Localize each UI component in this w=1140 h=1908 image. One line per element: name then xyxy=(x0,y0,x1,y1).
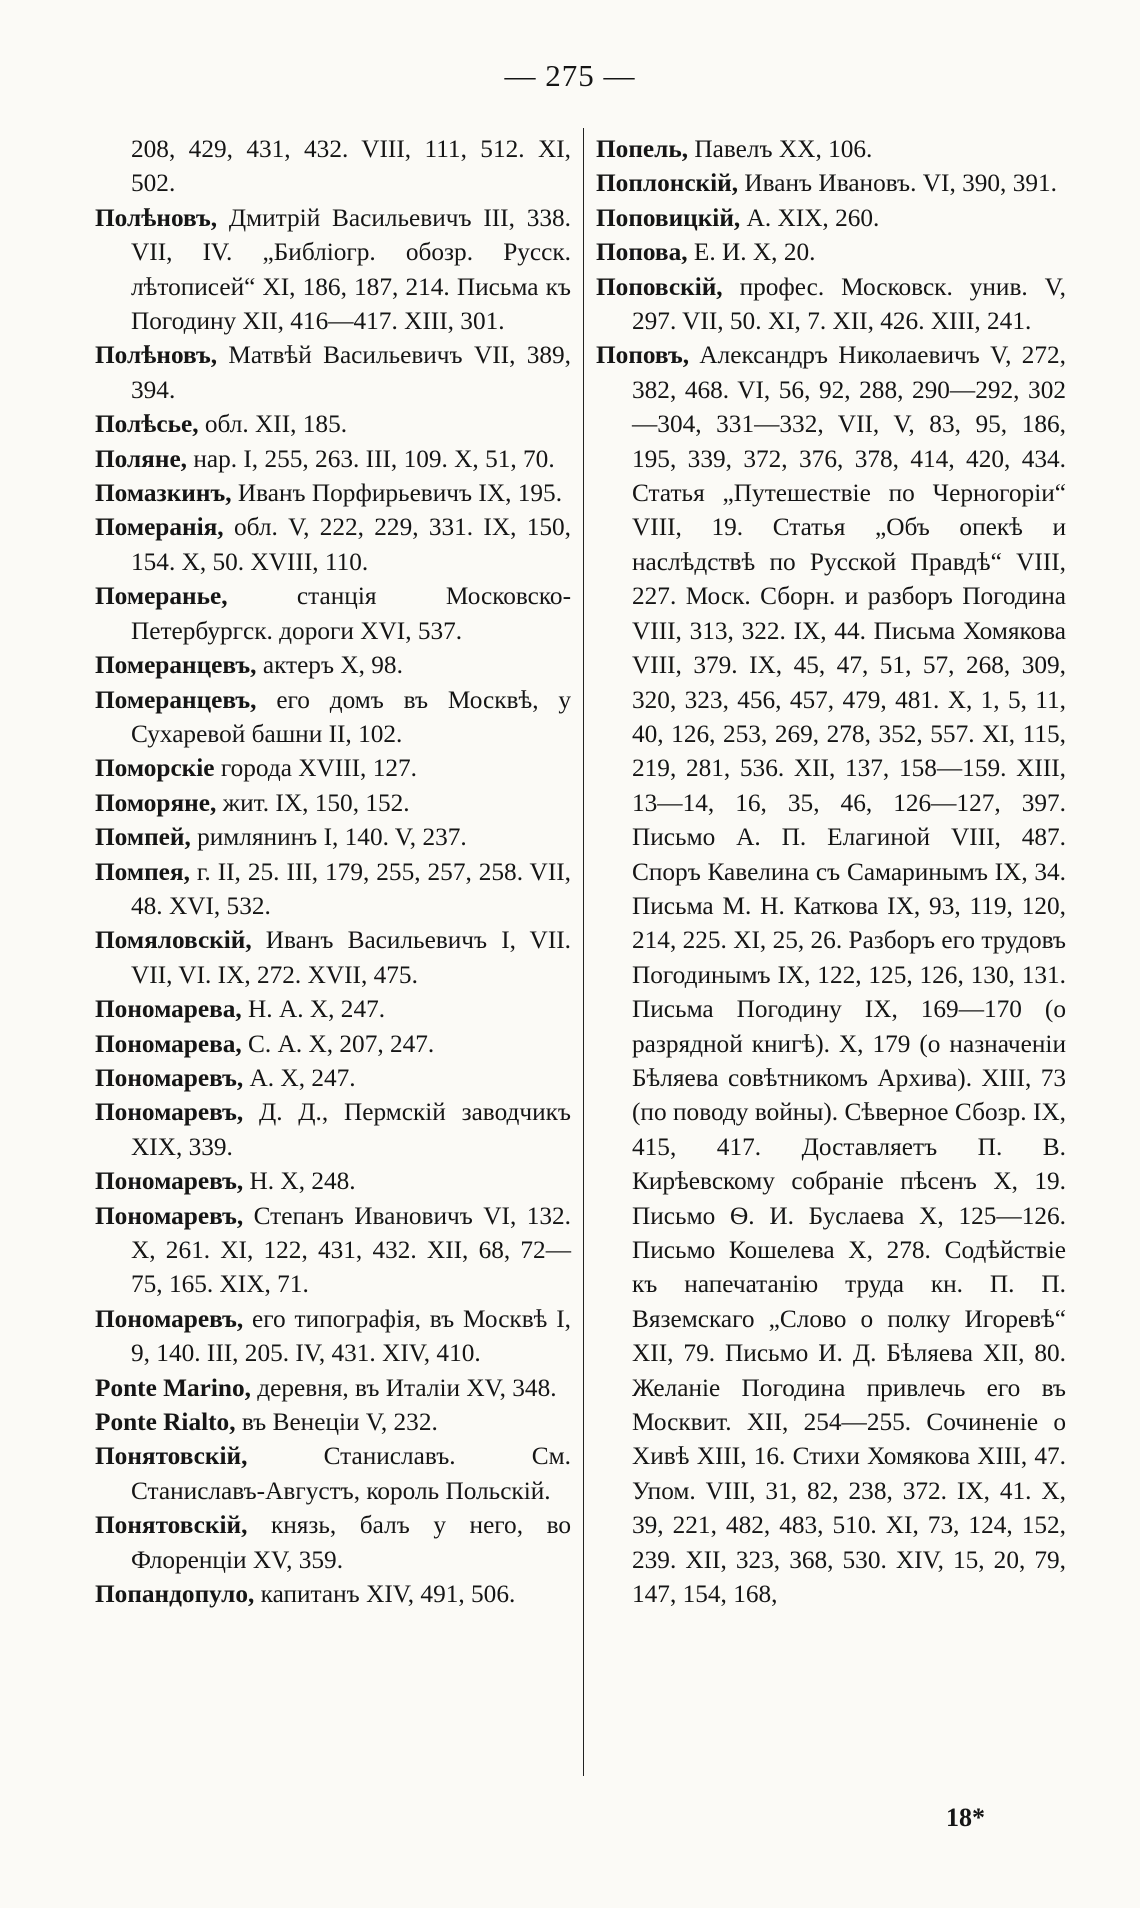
entry-heading: Поморяне, xyxy=(95,788,217,817)
index-entry xyxy=(95,648,571,682)
index-entry xyxy=(95,820,571,854)
index-entry xyxy=(95,1027,571,1061)
entry-references: Матвѣй Васильевичъ VII, 389, 394. xyxy=(131,341,571,404)
left-column xyxy=(95,132,571,1792)
index-entry xyxy=(95,751,571,785)
entry-references: города XVIII, 127. xyxy=(214,754,417,783)
entry-heading: Пономаревъ, xyxy=(95,1063,244,1092)
right-column xyxy=(596,132,1066,1792)
entry-heading: Померанье, xyxy=(95,582,228,611)
entry-references: его домъ въ Москвѣ, у Сухаревой башни II, 102. xyxy=(131,685,571,748)
entry-heading: Померанцевъ, xyxy=(95,651,257,680)
index-entry xyxy=(596,166,1066,200)
index-entry xyxy=(95,1577,571,1611)
index-entry xyxy=(596,201,1066,235)
index-entry xyxy=(95,1508,571,1577)
entry-references: Станиславъ. См. Станиславъ-Августъ, король Польскій. xyxy=(131,1442,571,1505)
entry-references: капитанъ XIV, 491, 506. xyxy=(254,1580,516,1609)
entry-references: Н. X, 248. xyxy=(243,1167,356,1196)
entry-references: Е. И. X, 20. xyxy=(687,238,816,267)
entry-references: г. II, 25. III, 179, 255, 257, 258. VII, 48. XVI, 532. xyxy=(131,857,571,920)
index-entry xyxy=(95,1061,571,1095)
index-entry xyxy=(95,407,571,441)
index-entry xyxy=(95,786,571,820)
entry-heading: Пономарева, xyxy=(95,995,242,1024)
index-entry xyxy=(95,510,571,579)
entry-heading: Пономаревъ, xyxy=(95,1098,244,1127)
entry-references: жит. IX, 150, 152. xyxy=(216,788,410,817)
entry-references: Александръ Николаевичъ V, 272, 382, 468. VI, 56, 92, 288, 290—292, 302—304, 331—332, VII, V, 83, 95, 186, 195, 339, 372, 376, 378, 414, 420, 434. Статья „Путешествіе по Черногоріи“ VIII, 19. Статья „Объ опекѣ и наслѣдствѣ по Русской Правдѣ“ VIII, 227. Моск. Сборн. и разборъ Погодина VIII, 313, 322. IX, 44. Письма Хомякова VIII, 379. IX, 45, 47, 51, 57, 268, 309, 320, 323, 456, 457, 479, 481. X, 1, 5, 11, 40, 126, 253, 269, 278, 352, 557. XI, 115, 219, 281, 536. XII, 137, 158—159. XIII, 13—14, 16, 35, 46, 126—127, 397. Письмо А. П. Елагиной VIII, 487. Споръ Кавелина съ Самаринымъ IX, 34. Письма М. Н. Каткова IX, 93, 119, 120, 214, 225. XI, 25, 26. Разборъ его трудовъ Погодинымъ IX, 122, 125, 126, 130, 131. Письма Погодину IX, 169—170 (о разрядной книгѣ). X, 179 (о назначеніи Бѣляева совѣтникомъ Архива). XIII, 73 (по поводу войны). Сѣверное Сбозр. IX, 415, 417. Доставляетъ П. В. Кирѣевскому собраніе пѣсенъ X, 19. Письмо Ѳ. И. Буслаева X, 125—126. Письмо Кошелева X, 278. Содѣйствіе къ напечатанію труда кн. П. П. Вяземскаго „Слово о полку Игоревѣ“ XII, 79. Письмо И. Д. Бѣляева XII, 80. Желаніе Погодина привлечь его въ Москвит. XII, 254—255. Сочиненіе о Хивѣ XIII, 16. Стихи Хомякова XIII, 47. Упом. VIII, 31, 82, 238, 372. IX, 41. X, 39, 221, 482, 483, 510. XI, 73, 124, 152, 239. XII, 323, 368, 530. XIV, 15, 20, 79, 147, 154, 168, xyxy=(632,341,1066,1609)
entry-heading: Ponte Rialto, xyxy=(95,1408,236,1437)
entry-references: его типографія, въ Москвѣ I, 9, 140. III, 205. IV, 431. XIV, 410. xyxy=(131,1304,571,1368)
entry-heading: Попандопуло, xyxy=(95,1580,255,1609)
entry-references: профес. Московск. унив. V, 297. VII, 50. XI, 7. XII, 426. XIII, 241. xyxy=(632,272,1066,336)
index-entry xyxy=(596,132,1066,166)
entry-heading: Ponte Marino, xyxy=(95,1373,251,1402)
entry-references: римлянинъ I, 140. V, 237. xyxy=(190,823,467,852)
index-entry xyxy=(95,1302,571,1371)
entry-heading: Попель, xyxy=(596,135,689,163)
entry-references: Иванъ Ивановъ. VI, 390, 391. xyxy=(738,169,1057,198)
index-entry xyxy=(95,923,571,992)
entry-heading: Попова, xyxy=(596,238,688,267)
entry-heading: Помазкинъ, xyxy=(95,479,232,508)
entry-heading: Поморскіе xyxy=(95,754,215,783)
entry-heading: Поповскій, xyxy=(596,272,723,301)
entry-heading: Помяловскій, xyxy=(95,926,252,955)
entry-references: Павелъ XX, 106. xyxy=(688,135,873,163)
entry-references: А. X, 247. xyxy=(243,1063,356,1092)
entry-heading: Пономарева, xyxy=(95,1029,242,1058)
entry-heading: Пономаревъ, xyxy=(95,1167,244,1196)
entry-references: станція Московско-Петербургск. дороги XVI, 537. xyxy=(131,582,571,645)
index-entry xyxy=(95,1439,571,1508)
entry-references: актеръ X, 98. xyxy=(256,651,403,680)
entry-references: А. XIX, 260. xyxy=(740,203,880,232)
index-entry xyxy=(95,579,571,648)
entry-references: Иванъ Васильевичъ I, VII. VII, VI. IX, 272. XVII, 475. xyxy=(131,926,571,989)
entry-references: Дмитрій Васильевичъ III, 338. VII, IV. „Библіогр. обозр. Русск. лѣтописей“ XI, 186, 187, 214. Письма къ Погодину XII, 416—417. XIII, 301. xyxy=(131,203,571,336)
page-number: — 275 — xyxy=(504,58,636,93)
entry-references: Степанъ Ивановичъ VI, 132. X, 261. XI, 122, 431, 432. XII, 68, 72—75, 165. XIX, 71. xyxy=(131,1201,571,1299)
entry-references: обл. V, 222, 229, 331. IX, 150, 154. X, 50. XVIII, 110. xyxy=(131,513,571,576)
entry-heading: Поповицкій, xyxy=(596,203,741,232)
entry-references: Иванъ Порфирьевичъ IX, 195. xyxy=(231,479,563,508)
index-entry xyxy=(95,132,571,201)
index-entry xyxy=(95,1405,571,1439)
entry-heading: Помпей, xyxy=(95,823,191,852)
column-divider xyxy=(583,128,584,1776)
index-entry xyxy=(95,1371,571,1405)
index-entry xyxy=(95,992,571,1026)
index-entry xyxy=(95,683,571,752)
index-entry xyxy=(95,1164,571,1198)
index-entry xyxy=(596,338,1066,1611)
entry-references: нар. I, 255, 263. III, 109. X, 51, 70. xyxy=(187,444,555,473)
entry-heading: Поповъ, xyxy=(596,341,690,370)
entry-heading: Полѣсье, xyxy=(95,410,199,439)
entry-references: 208, 429, 431, 432. VIII, 111, 512. XI, 502. xyxy=(131,135,571,198)
entry-references: деревня, въ Италіи XV, 348. xyxy=(250,1373,557,1402)
index-entry xyxy=(95,1095,571,1164)
printer-signature: 18* xyxy=(946,1803,985,1832)
index-entry xyxy=(95,476,571,510)
entry-references: Н. А. X, 247. xyxy=(241,995,386,1024)
index-entry xyxy=(95,1199,571,1302)
entry-references: С. А. X, 207, 247. xyxy=(241,1029,435,1058)
entry-heading: Померанія, xyxy=(95,513,224,542)
entry-references: Д. Д., Пермскій заводчикъ XIX, 339. xyxy=(131,1098,571,1161)
index-entry xyxy=(95,442,571,476)
index-entry xyxy=(95,201,571,339)
entry-references: князь, балъ у него, во Флоренціи XV, 359. xyxy=(131,1511,571,1574)
index-entry xyxy=(95,338,571,407)
entry-heading: Помпея, xyxy=(95,857,190,886)
entry-heading: Полѣновъ, xyxy=(95,203,218,232)
entry-heading: Пономаревъ, xyxy=(95,1304,244,1333)
entry-heading: Понятовскій, xyxy=(95,1442,248,1471)
entry-heading: Поплонскій, xyxy=(596,169,739,198)
entry-heading: Понятовскій, xyxy=(95,1511,248,1540)
entry-references: обл. XII, 185. xyxy=(198,410,348,439)
entry-heading: Пономаревъ, xyxy=(95,1201,244,1230)
entry-references: въ Венеціи V, 232. xyxy=(235,1408,438,1437)
index-entry xyxy=(596,270,1066,339)
entry-heading: Померанцевъ, xyxy=(95,685,257,714)
index-entry xyxy=(95,855,571,924)
entry-heading: Поляне, xyxy=(95,444,187,473)
index-entry xyxy=(596,235,1066,269)
entry-heading: Полѣновъ, xyxy=(95,341,218,370)
